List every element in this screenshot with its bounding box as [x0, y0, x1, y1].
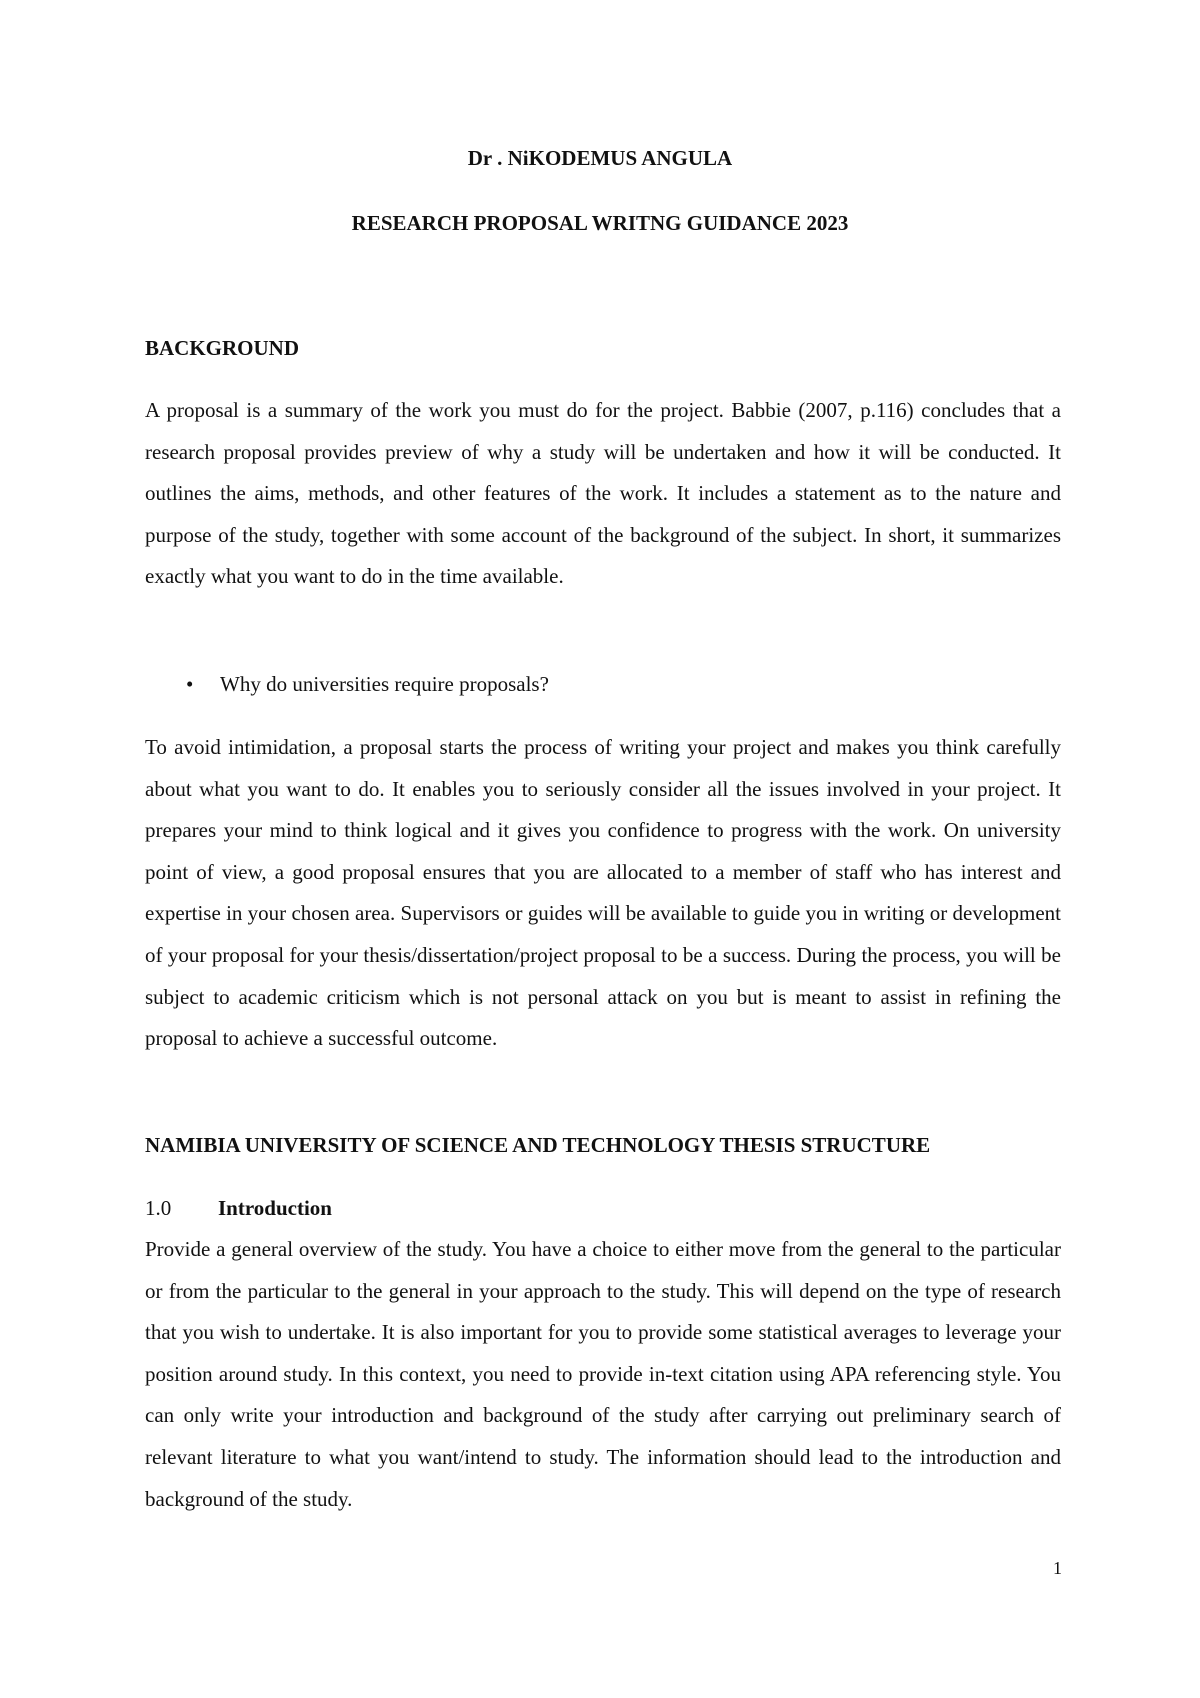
bullet-item — [186, 672, 549, 697]
background-paragraph: A proposal is a summary of the work you must do for the project. Babbie (2007, p.116) concludes that a research proposal provides preview of why a study will be undertaken and how it will be conducted. It outlines the aims, methods, and other features of the work. It includes a statement as to the nature and purpose of the study, together with some account of the background of the subject. In short, it summarizes exactly what you want to do in the time available. — [145, 398, 1061, 589]
background-heading: BACKGROUND — [145, 336, 300, 360]
thesis-structure-heading: NAMIBIA UNIVERSITY OF SCIENCE AND TECHNOLOGY THESIS STRUCTURE — [145, 1133, 931, 1157]
section-number: 1.0 — [145, 1196, 172, 1220]
section-title: Introduction — [218, 1196, 332, 1220]
author-name: Dr . NiKODEMUS ANGULA — [467, 146, 733, 170]
introduction-heading — [145, 1196, 332, 1221]
bullet-icon: • — [186, 672, 194, 696]
introduction-paragraph: Provide a general overview of the study. You have a choice to either move from the general to the particular or from the particular to the general in your approach to the study. This will depend on the type of research that you wish to undertake. It is also important for you to provide some statistical averages to leverage your position around study. In this context, you need to provide in-text citation using APA referencing style. You can only write your introduction and background of the study after carrying out preliminary search of relevant literature to what you want/intend to study. The information should lead to the introduction and background of the study. — [145, 1237, 1061, 1511]
document-title: RESEARCH PROPOSAL WRITNG GUIDANCE 2023 — [351, 211, 849, 235]
page-number: 1 — [1053, 1558, 1062, 1578]
why-proposals-paragraph: To avoid intimidation, a proposal starts the process of writing your project and makes you think carefully about what you want to do. It enables you to seriously consider all the issues involved in your project. It prepares your mind to think logical and it gives you confidence to progress with the work. On university point of view, a good proposal ensures that you are allocated to a member of staff who has interest and expertise in your chosen area. Supervisors or guides will be available to guide you in writing or development of your proposal for your thesis/dissertation/project proposal to be a success. During the process, you will be subject to academic criticism which is not personal attack on you but is meant to assist in refining the proposal to achieve a successful outcome. — [145, 735, 1061, 1051]
bullet-text: Why do universities require proposals? — [220, 672, 549, 696]
